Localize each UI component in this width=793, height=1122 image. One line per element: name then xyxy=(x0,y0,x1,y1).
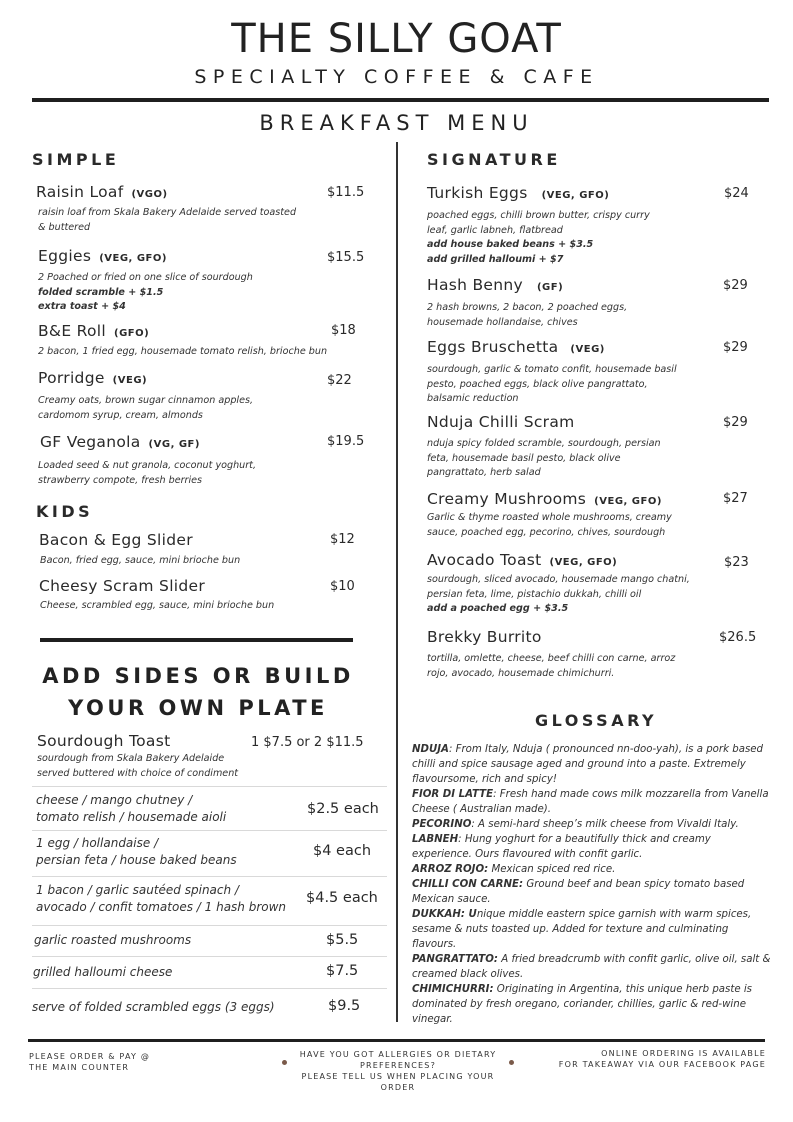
side-price: $7.5 xyxy=(326,963,359,979)
dietary-tag: (VEG, GFO) xyxy=(541,190,610,201)
menu-item-name: GF Veganola (VG, GF) xyxy=(40,433,200,451)
menu-item-price: $23 xyxy=(724,555,749,570)
side-price: $9.5 xyxy=(328,998,361,1014)
menu-item-price: $19.5 xyxy=(327,434,365,449)
menu-item-price: $18 xyxy=(331,323,356,338)
glossary-entry: CHILLI CON CARNE: Ground beef and bean spicy tomato based Mexican sauce. xyxy=(412,879,745,905)
side-option: cheese / mango chutney / tomato relish / housemade aioli xyxy=(36,793,227,824)
side-option: 1 egg / hollandaise / persian feta / house baked beans xyxy=(36,836,237,867)
sourdough-price: 1 $7.5 or 2 $11.5 xyxy=(251,735,364,750)
side-option: serve of folded scrambled eggs (3 eggs) xyxy=(32,1000,275,1014)
footer-order-note: PLEASE ORDER & PAY @ THE MAIN COUNTER xyxy=(29,1052,151,1072)
dietary-tag: (GFO) xyxy=(114,328,150,339)
menu-item-description: nduja spicy folded scramble, sourdough, persian feta, housemade basil pesto, black olive pangrattato, herb salad xyxy=(427,438,661,478)
section-heading-kids: KIDS xyxy=(36,502,94,521)
menu-item-description: tortilla, omlette, cheese, beef chilli con carne, arroz rojo, avocado, housemade chimichurri. xyxy=(427,653,676,679)
menu-item-name: Nduja Chilli Scram xyxy=(427,413,575,431)
cafe-name: THE SILLY GOAT xyxy=(231,16,562,62)
menu-item-price: $27 xyxy=(723,491,748,506)
glossary-entry: FIOR DI LATTE: Fresh hand made cows milk mozzarella from Vanella Cheese ( Australian made). xyxy=(412,789,769,815)
dietary-tag: (GF) xyxy=(536,282,564,293)
side-option: grilled halloumi cheese xyxy=(33,965,173,979)
menu-item-price: $29 xyxy=(723,415,748,430)
menu-item-description: 2 hash browns, 2 bacon, 2 poached eggs, housemade hollandaise, chives xyxy=(427,302,628,328)
menu-item-name: Cheesy Scram Slider xyxy=(39,577,206,595)
dietary-tag: (VEG, GFO) xyxy=(549,557,618,568)
menu-item-description: sourdough, sliced avocado, housemade mango chatni, persian feta, lime, pistachio dukkah, chilli oil add a poached egg + $3.5 xyxy=(427,574,690,614)
dietary-tag: (VEG) xyxy=(112,375,148,386)
section-heading-signature: SIGNATURE xyxy=(427,150,561,169)
menu-item-description: Cheese, scrambled egg, sauce, mini brioche bun xyxy=(40,600,275,611)
section-heading-glossary: GLOSSARY xyxy=(535,711,658,730)
glossary-entry: PANGRATTATO: A fried breadcrumb with confit garlic, olive oil, salt & creamed black olives. xyxy=(412,954,771,980)
dietary-tag: (VGO) xyxy=(131,189,168,200)
side-price: $4.5 each xyxy=(306,890,378,906)
menu-item-description: Bacon, fried egg, sauce, mini brioche bun xyxy=(40,555,241,566)
menu-item-name: Brekky Burrito xyxy=(427,628,542,646)
menu-item-price: $15.5 xyxy=(327,250,365,265)
dietary-tag: (VEG, GFO) xyxy=(594,496,662,507)
menu-item-description: Loaded seed & nut granola, coconut yoghurt, strawberry compote, fresh berries xyxy=(38,460,256,486)
side-separator xyxy=(32,925,387,926)
menu-title: BREAKFAST MENU xyxy=(259,111,534,135)
menu-item-description: 2 bacon, 1 fried egg, housemade tomato relish, brioche bun xyxy=(38,346,328,357)
column-divider xyxy=(396,142,398,1022)
glossary-entry: DUKKAH: Unique middle eastern spice garnish with warm spices, sesame & nuts toasted up. Added for texture and culminating flavours. xyxy=(412,909,752,950)
menu-item-name: Porridge (VEG) xyxy=(38,369,148,387)
menu-item-description: Creamy oats, brown sugar cinnamon apples, cardomom syrup, cream, almonds xyxy=(38,395,254,421)
dietary-tag: (VEG, GFO) xyxy=(99,253,167,264)
sides-divider xyxy=(40,638,353,642)
menu-item-name: Creamy Mushrooms (VEG, GFO) xyxy=(427,490,662,508)
menu-item-name: Hash Benny (GF) xyxy=(427,276,564,294)
glossary-body xyxy=(412,742,772,1027)
menu-item-name: Avocado Toast (VEG, GFO) xyxy=(427,551,618,569)
menu-item-name: Raisin Loaf (VGO) xyxy=(36,183,168,201)
menu-item-name: Turkish Eggs (VEG, GFO) xyxy=(427,184,610,202)
side-price: $2.5 each xyxy=(307,801,379,817)
side-separator xyxy=(32,876,387,877)
cafe-subtitle: SPECIALTY COFFEE & CAFE xyxy=(194,66,599,88)
footer-allergy-note: HAVE YOU GOT ALLERGIES OR DIETARY PREFERENCES? PLEASE TELL US WHEN PLACING YOUR ORDER xyxy=(299,1050,497,1092)
menu-item-price: $26.5 xyxy=(719,630,757,645)
side-price: $5.5 xyxy=(326,932,359,948)
menu-item-description: sourdough, garlic & tomato confit, housemade basil pesto, poached eggs, black olive pangrattato, balsamic reduction xyxy=(427,364,677,404)
menu-item-price: $11.5 xyxy=(327,185,365,200)
side-option: garlic roasted mushrooms xyxy=(34,933,192,947)
sourdough-name: Sourdough Toast xyxy=(37,732,171,750)
glossary-entry: CHIMICHURRI: Originating in Argentina, this unique herb paste is dominated by fresh oregano, coriander, chillies, garlic & red-wine vinegar. xyxy=(412,984,752,1025)
glossary-entry: NDUJA: From Italy, Nduja ( pronounced nn-doo-yah), is a pork based chilli and spice sausage aged and ground into a paste. Extremely flavoursome, rich and spicy! xyxy=(412,744,763,785)
menu-item-price: $10 xyxy=(330,579,355,594)
section-heading-simple: SIMPLE xyxy=(32,150,120,169)
menu-item-price: $29 xyxy=(723,340,748,355)
menu-item-name: Eggies (VEG, GFO) xyxy=(38,247,167,265)
sides-heading: ADD SIDES OR BUILD YOUR OWN PLATE xyxy=(42,664,354,720)
menu-item-price: $24 xyxy=(724,186,749,201)
footer-online-note: ONLINE ORDERING IS AVAILABLE FOR TAKEAWAY VIA OUR FACEBOOK PAGE xyxy=(558,1049,766,1069)
bullet-dot-icon xyxy=(282,1060,287,1065)
menu-item-description: Garlic & thyme roasted whole mushrooms, creamy sauce, poached egg, pecorino, chives, sourdough xyxy=(427,512,672,538)
dietary-tag: (VEG) xyxy=(570,344,605,355)
glossary-entry: PECORINO: A semi-hard sheep’s milk cheese from Vivaldi Italy. xyxy=(412,819,739,830)
menu-item-name: Bacon & Egg Slider xyxy=(39,531,193,549)
menu-item-name: Eggs Bruschetta (VEG) xyxy=(427,338,605,356)
menu-item-price: $12 xyxy=(330,532,355,547)
glossary-entry: LABNEH: Hung yoghurt for a beautifully thick and creamy experience. Ours flavoured with confit garlic. xyxy=(412,834,711,860)
side-option: 1 bacon / garlic sautéed spinach / avocado / confit tomatoes / 1 hash brown xyxy=(36,883,287,914)
side-separator xyxy=(32,786,387,787)
menu-item-name: B&E Roll (GFO) xyxy=(38,322,150,340)
side-separator xyxy=(32,956,387,957)
menu-item-description: poached eggs, chilli brown butter, crispy curry leaf, garlic labneh, flatbread add house baked beans + $3.5 add grilled halloumi + $7 xyxy=(427,210,650,265)
menu-item-description: 2 Poached or fried on one slice of sourdough folded scramble + $1.5 extra toast + $4 xyxy=(38,272,253,312)
sourdough-description: sourdough from Skala Bakery Adelaide served buttered with choice of condiment xyxy=(37,753,239,779)
bottom-divider xyxy=(28,1039,765,1042)
top-divider xyxy=(32,98,769,102)
side-price: $4 each xyxy=(313,843,372,859)
bullet-dot-icon xyxy=(509,1060,514,1065)
side-separator xyxy=(32,830,387,831)
side-separator xyxy=(32,988,387,989)
menu-item-price: $22 xyxy=(327,373,352,388)
menu-item-description: raisin loaf from Skala Bakery Adelaide served toasted & buttered xyxy=(38,207,297,233)
glossary-entry: ARROZ ROJO: Mexican spiced red rice. xyxy=(412,864,616,875)
menu-item-price: $29 xyxy=(723,278,748,293)
dietary-tag: (VG, GF) xyxy=(148,439,200,450)
